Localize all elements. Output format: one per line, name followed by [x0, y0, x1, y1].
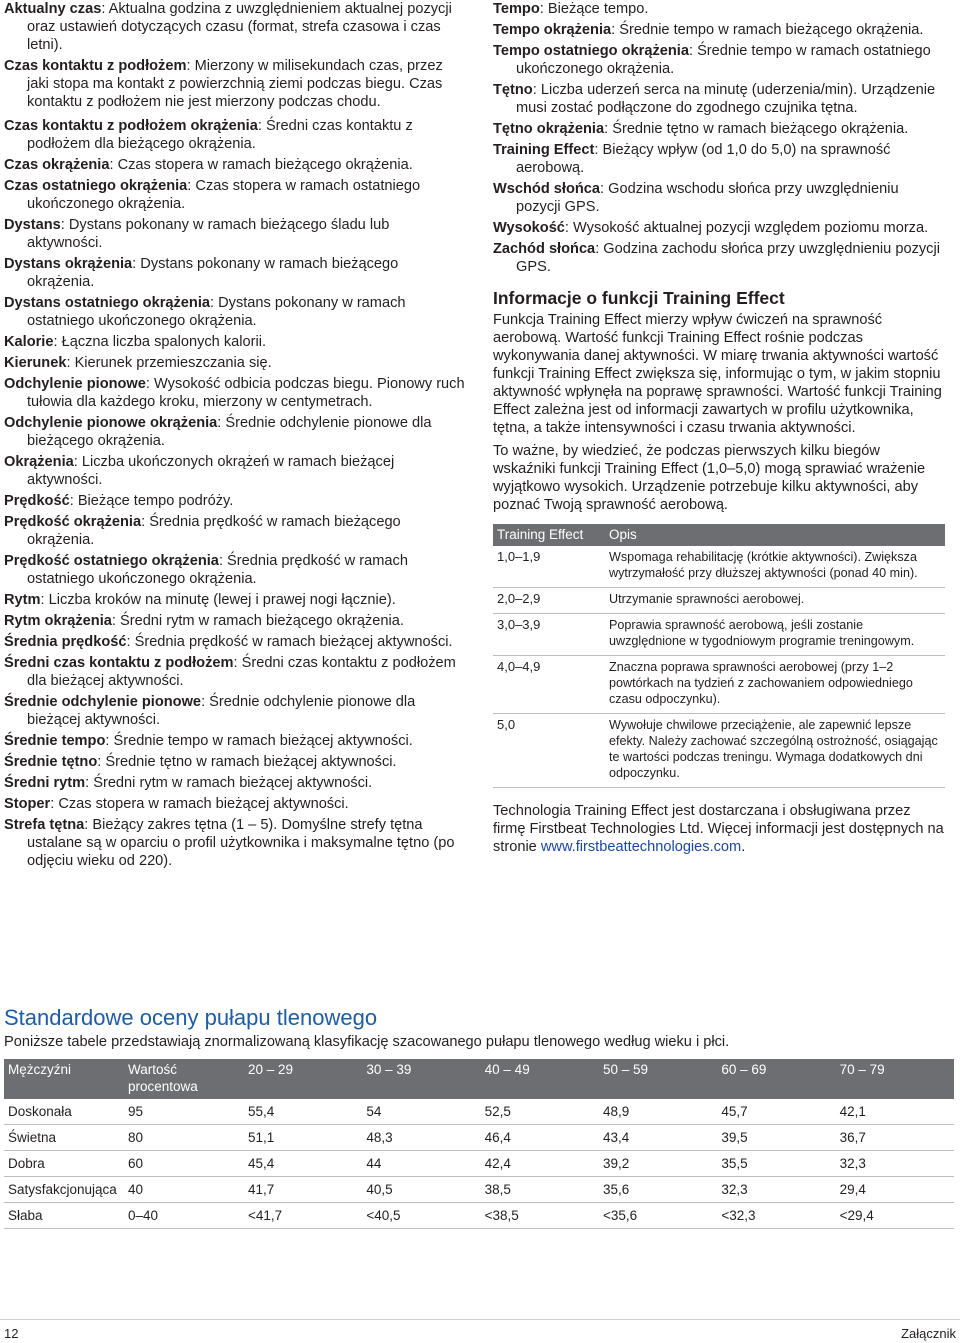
entry-czas-ostatniego-okrazenia: Czas ostatniego okrążenia: Czas stopera w ramach ostatniego ukończonego okrążenia.: [4, 178, 421, 212]
entry-note: Pionowy ruch tułowia dla każdego kroku, mierzony w centymetrach.: [27, 376, 465, 410]
table-cell: 52,5: [481, 1099, 599, 1125]
entry-srednie-tempo: Średnie tempo: Średnie tempo w ramach bieżącej aktywności.: [4, 733, 413, 749]
table-cell: <29,4: [836, 1203, 954, 1229]
table-cell: 5,0: [493, 714, 605, 788]
table-cell: 2,0–2,9: [493, 588, 605, 614]
table-cell: 80: [124, 1125, 244, 1151]
table-cell: 55,4: [244, 1099, 362, 1125]
table-cell: Wywołuje chwilowe przeciążenie, ale zapewnić lepsze efekty. Należy zachować szczególną ostrożność, osiągając te wartości podczas treningu. Wymaga dodatkowych dni odpoczynku.: [605, 714, 945, 788]
entry-predkosc: Prędkość: Bieżące tempo podróży.: [4, 493, 234, 509]
table-cell: 43,4: [599, 1125, 717, 1151]
table-row: [4, 1099, 954, 1125]
table-cell: 45,7: [717, 1099, 835, 1125]
table-cell: 44: [362, 1151, 480, 1177]
table-header-cell: Mężczyźni: [4, 1059, 124, 1099]
table-row: [493, 546, 945, 588]
entry-sredni-czas-kontaktu: Średni czas kontaktu z podłożem: Średni czas kontaktu z podłożem dla bieżącej aktywności.: [4, 655, 456, 689]
table-row: [4, 1151, 954, 1177]
entry-srednie-odchylenie: Średnie odchylenie pionowe: Średnie odchylenie pionowe dla bieżącej aktywności.: [4, 694, 416, 728]
entry-dystans-ostatniego-okrazenia: Dystans ostatniego okrążenia: Dystans pokonany w ramach ostatniego ukończonego okrążenia.: [4, 295, 406, 329]
right-column: [493, 0, 945, 861]
entry-sredni-rytm: Średni rytm: Średni rytm w ramach bieżącej aktywności.: [4, 775, 373, 791]
table-cell: 32,3: [836, 1151, 954, 1177]
table-cell: 42,1: [836, 1099, 954, 1125]
entry-stoper: Stoper: Czas stopera w ramach bieżącej aktywności.: [4, 796, 349, 812]
entry-tempo-ostatniego-okrazenia: Tempo ostatniego okrążenia: Średnie tempo w ramach ostatniego ukończonego okrążenia.: [493, 43, 931, 77]
table-cell: Utrzymanie sprawności aerobowej.: [605, 588, 945, 614]
table-cell: 1,0–1,9: [493, 546, 605, 588]
entry-wschod-slonca: Wschód słońca: Godzina wschodu słońca przy uwzględnieniu pozycji GPS.: [493, 181, 899, 215]
table-cell: 38,5: [481, 1177, 599, 1203]
table-header-cell: Training Effect: [493, 524, 605, 546]
table-cell: 48,3: [362, 1125, 480, 1151]
entry-tempo-okrazenia: Tempo okrążenia: Średnie tempo w ramach bieżącego okrążenia.: [493, 22, 924, 38]
entry-training-effect: Training Effect: Bieżący wpływ (od 1,0 do 5,0) na sprawność aerobową.: [493, 142, 891, 176]
training-effect-paragraph-2: To ważne, by wiedzieć, że podczas pierwszych kilku biegów wskaźniki funkcji Training Effect (1,0–5,0) mogą sprawiać wrażenie wyjątkowo wysokich. Urządzenie potrzebuje kilku aktywności, aby poznać Twoją sprawność aerobową.: [493, 443, 926, 513]
table-cell: Poprawia sprawność aerobową, jeśli zostanie uwzględnione w tygodniowym programie treningowym.: [605, 614, 945, 656]
table-row: [4, 1203, 954, 1229]
table-cell: <32,3: [717, 1203, 835, 1229]
training-effect-table: [493, 524, 945, 788]
entry-tempo: Tempo: Bieżące tempo.: [493, 1, 649, 17]
entry-dystans-okrazenia: Dystans okrążenia: Dystans pokonany w ramach bieżącego okrążenia.: [4, 256, 399, 290]
table-cell: <35,6: [599, 1203, 717, 1229]
table-header-cell: 50 – 59: [599, 1059, 717, 1099]
entry-aktualny-czas: Aktualny czas: Aktualna godzina z uwzględnieniem aktualnej pozycji oraz ustawień dotyczących czasu (format, strefa czasowa i czas letni).: [4, 1, 452, 53]
table-cell: <41,7: [244, 1203, 362, 1229]
footer-divider: [0, 1319, 960, 1320]
table-row: [4, 1125, 954, 1151]
entry-czas-okrazenia: Czas okrążenia: Czas stopera w ramach bieżącego okrążenia.: [4, 157, 413, 173]
table-cell: 41,7: [244, 1177, 362, 1203]
table-cell: 95: [124, 1099, 244, 1125]
vo2-section: [4, 1005, 954, 1229]
entry-srednie-tetno: Średnie tętno: Średnie tętno w ramach bieżącej aktywności.: [4, 754, 397, 770]
table-cell: Słaba: [4, 1203, 124, 1229]
entry-kierunek: Kierunek: Kierunek przemieszczania się.: [4, 355, 272, 371]
table-header-cell: 60 – 69: [717, 1059, 835, 1099]
footer-section-name: Załącznik: [901, 1326, 956, 1341]
table-header-cell: Opis: [605, 524, 945, 546]
entry-okrazenia: Okrążenia: Liczba ukończonych okrążeń w ramach bieżącej aktywności.: [4, 454, 395, 488]
entry-czas-kontaktu-okrazenia: Czas kontaktu z podłożem okrążenia: Średni czas kontaktu z podłożem dla bieżącego okrążenia.: [4, 118, 413, 152]
table-cell: 39,2: [599, 1151, 717, 1177]
table-row: [493, 588, 945, 614]
training-effect-paragraph-1: Funkcja Training Effect mierzy wpływ ćwiczeń na sprawność aerobową. Wartość funkcji Training Effect rośnie podczas wykonywania danej aktywności. W miarę trwania aktywności wartość funkcji Training Effect zwiększa się, informując o tym, w jakim stopniu aktywność wpłynęła na poprawę sprawności. Wartość funkcji Training Effect zależna jest od informacji zawartych w profilu użytkownika, tętna, a także intensywności i czasu trwania aktywności.: [493, 312, 942, 436]
vo2-table: [4, 1059, 954, 1229]
entry-kalorie: Kalorie: Łączna liczba spalonych kalorii.: [4, 334, 267, 350]
table-cell: 36,7: [836, 1125, 954, 1151]
table-row: [4, 1177, 954, 1203]
table-cell: 0–40: [124, 1203, 244, 1229]
table-cell: Satysfakcjonująca: [4, 1177, 124, 1203]
table-cell: 42,4: [481, 1151, 599, 1177]
entry-zachod-slonca: Zachód słońca: Godzina zachodu słońca przy uwzględnieniu pozycji GPS.: [493, 241, 940, 275]
table-header-row: [4, 1059, 954, 1099]
table-header-cell: 70 – 79: [836, 1059, 954, 1099]
entry-odchylenie-pionowe-okrazenia: Odchylenie pionowe okrążenia: Średnie odchylenie pionowe dla bieżącego okrążenia.: [4, 415, 432, 449]
table-cell: 39,5: [717, 1125, 835, 1151]
entry-strefa-tetna: Strefa tętna: Bieżący zakres tętna (1 – 5). Domyślne strefy tętna ustalane są w oparciu o profil użytkownika i maksymalne tętno (po odjęciu wieku od 220).: [4, 817, 455, 869]
table-cell: Znaczna poprawa sprawności aerobowej (przy 1–2 powtórkach na tydzień z zachowaniem odpowiedniego czasu odpoczynku).: [605, 656, 945, 714]
table-cell: 60: [124, 1151, 244, 1177]
entry-rytm: Rytm: Liczba kroków na minutę (lewej i prawej nogi łącznie).: [4, 592, 396, 608]
table-header-cell: 20 – 29: [244, 1059, 362, 1099]
entry-srednia-predkosc: Średnia prędkość: Średnia prędkość w ramach bieżącej aktywności.: [4, 634, 453, 650]
table-row: [493, 656, 945, 714]
table-header-cell: 30 – 39: [362, 1059, 480, 1099]
table-cell: 3,0–3,9: [493, 614, 605, 656]
page-number: 12: [4, 1326, 19, 1341]
table-cell: 48,9: [599, 1099, 717, 1125]
table-cell: <38,5: [481, 1203, 599, 1229]
table-cell: 32,3: [717, 1177, 835, 1203]
entry-wysokosc: Wysokość: Wysokość aktualnej pozycji względem poziomu morza.: [493, 220, 929, 236]
table-header-row: [493, 524, 945, 546]
table-header-cell: Wartość procentowa: [124, 1059, 244, 1099]
table-cell: 40,5: [362, 1177, 480, 1203]
entry-predkosc-ostatniego-okrazenia: Prędkość ostatniego okrążenia: Średnia prędkość w ramach ostatniego ukończonego okrążenia.: [4, 553, 408, 587]
firstbeat-link[interactable]: www.firstbeattechnologies.com: [540, 839, 742, 855]
entry-rytm-okrazenia: Rytm okrążenia: Średni rytm w ramach bieżącego okrążenia.: [4, 613, 404, 629]
table-cell: 29,4: [836, 1177, 954, 1203]
vo2-intro: Poniższe tabele przedstawiają znormalizowaną klasyfikację szacowanego pułapu tlenowego według wieku i płci.: [4, 1034, 730, 1050]
table-cell: 51,1: [244, 1125, 362, 1151]
table-cell: <40,5: [362, 1203, 480, 1229]
table-cell: 4,0–4,9: [493, 656, 605, 714]
table-cell: 35,6: [599, 1177, 717, 1203]
table-cell: Świetna: [4, 1125, 124, 1151]
table-cell: Doskonała: [4, 1099, 124, 1125]
table-cell: 35,5: [717, 1151, 835, 1177]
left-column: [4, 0, 466, 873]
table-header-cell: 40 – 49: [481, 1059, 599, 1099]
entry-predkosc-okrazenia: Prędkość okrążenia: Średnia prędkość w ramach bieżącego okrążenia.: [4, 514, 401, 548]
table-cell: 45,4: [244, 1151, 362, 1177]
entry-czas-kontaktu: Czas kontaktu z podłożem: Mierzony w milisekundach czas, przez jaki stopa ma kontakt z powierzchnią ziemi podczas biegu. Czas kontaktu z podłożem nie jest mierzony podczas chodu.: [4, 58, 443, 110]
entry-dystans: Dystans: Dystans pokonany w ramach bieżącego śladu lub aktywności.: [4, 217, 390, 251]
table-cell: 54: [362, 1099, 480, 1125]
table-cell: 40: [124, 1177, 244, 1203]
entry-tetno: Tętno: Liczba uderzeń serca na minutę (uderzenia/min). Urządzenie musi zostać podłączone do zgodnego czujnika tętna.: [493, 82, 936, 116]
entry-note: Czas kontaktu z podłożem nie jest mierzony podczas chodu.: [27, 76, 443, 110]
entry-tetno-okrazenia: Tętno okrążenia: Średnie tętno w ramach bieżącego okrążenia.: [493, 121, 909, 137]
training-effect-footer: Technologia Training Effect jest dostarczana i obsługiwana przez firmę Firstbeat Technologies Ltd. Więcej informacji jest dostępnych na stronie www.firstbeattechnologies.com.: [493, 803, 944, 855]
table-row: [493, 714, 945, 788]
entry-odchylenie-pionowe: Odchylenie pionowe: Wysokość odbicia podczas biegu. Pionowy ruch tułowia dla każdego kroku, mierzony w centymetrach.: [4, 376, 465, 410]
table-row: [493, 614, 945, 656]
vo2-heading: Standardowe oceny pułapu tlenowego: [4, 1005, 378, 1030]
table-cell: Wspomaga rehabilitację (krótkie aktywności). Zwiększa wytrzymałość przy dłuższej aktywności (ponad 40 min).: [605, 546, 945, 588]
table-cell: Dobra: [4, 1151, 124, 1177]
table-cell: 46,4: [481, 1125, 599, 1151]
training-effect-heading: Informacje o funkcji Training Effect: [493, 288, 785, 308]
